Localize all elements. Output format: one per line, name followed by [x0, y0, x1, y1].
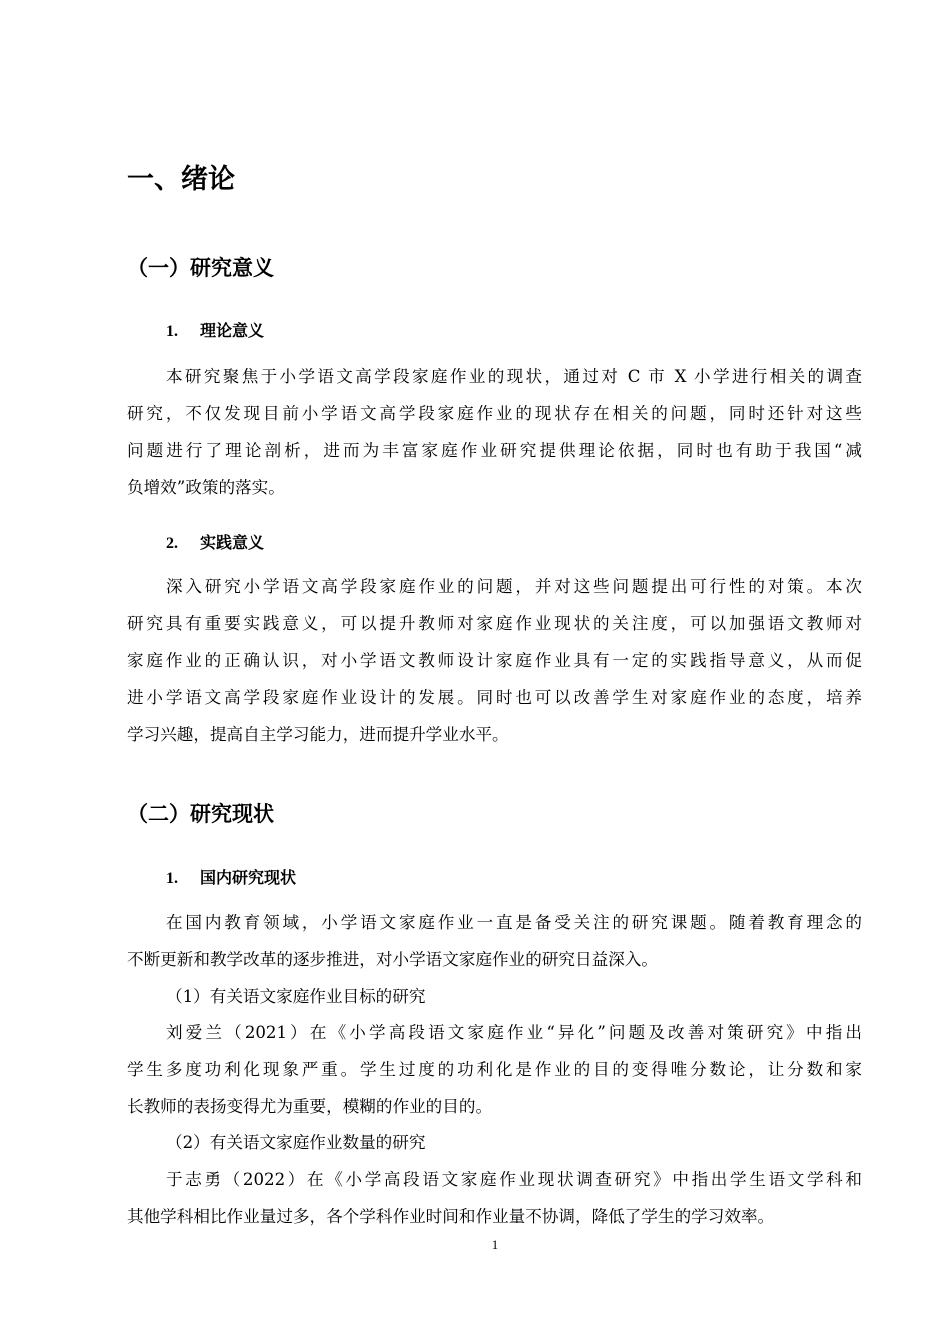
paragraph-practical-significance — [127, 568, 862, 753]
section-title-research-status: （二）研究现状 — [127, 802, 274, 826]
item-heading-homework-quantity: （2）有关语文家庭作业数量的研究 — [166, 1133, 426, 1152]
subsection-number: 1. — [166, 323, 178, 340]
subsection-number: 2. — [166, 535, 178, 552]
paragraph-line: 学习兴趣，提高自主学习能力，进而提升学业水平。 — [127, 725, 509, 744]
paragraph-line: 在国内教育领域，小学语文家庭作业一直是备受关注的研究课题。随着教育理念的 — [166, 913, 862, 932]
paragraph-line: 刘爱兰（2021）在《小学高段语文家庭作业“异化”问题及改善对策研究》中指出 — [166, 1023, 862, 1042]
paragraph-line: 研究具有重要实践意义，可以提升教师对家庭作业现状的关注度，可以加强语文教师对 — [127, 614, 862, 633]
subsection-heading-domestic — [166, 866, 296, 891]
paragraph-line: 研究，不仅发现目前小学语文高学段家庭作业的现状存在相关的问题，同时还针对这些 — [127, 404, 862, 423]
paragraph-homework-quantity — [127, 1161, 862, 1235]
paragraph-line: 本研究聚焦于小学语文高学段家庭作业的现状，通过对 C 市 X 小学进行相关的调查 — [166, 367, 862, 386]
paragraph-line: 于志勇（2022）在《小学高段语文家庭作业现状调查研究》中指出学生语文学科和 — [166, 1170, 862, 1189]
subsection-title: 国内研究现状 — [200, 868, 297, 887]
paragraph-homework-goals — [127, 1014, 862, 1125]
paragraph-line: 家庭作业的正确认识，对小学语文教师设计家庭作业具有一定的实践指导意义，从而促 — [127, 651, 862, 670]
item-heading-homework-goals: （1）有关语文家庭作业目标的研究 — [166, 987, 426, 1006]
paragraph-line: 进小学语文高学段家庭作业设计的发展。同时也可以改善学生对家庭作业的态度，培养 — [127, 688, 862, 707]
paragraph-line: 不断更新和教学改革的逐步推进，对小学语文家庭作业的研究日益深入。 — [127, 950, 658, 969]
chapter-title: 一、绪论 — [127, 164, 235, 195]
paragraph-line: 负增效”政策的落实。 — [127, 478, 285, 497]
page-number: 1 — [491, 1237, 499, 1252]
paragraph-line: 学生多度功利化现象严重。学生过度的功利化是作业的目的变得唯分数论，让分数和家 — [127, 1060, 862, 1079]
paragraph-line: 深入研究小学语文高学段家庭作业的问题，并对这些问题提出可行性的对策。本次 — [166, 577, 862, 596]
subsection-number: 1. — [166, 870, 178, 887]
paragraph-line: 其他学科相比作业量过多，各个学科作业时间和作业量不协调，降低了学生的学习效率。 — [127, 1207, 775, 1226]
section-title-research-significance: （一）研究意义 — [127, 256, 274, 280]
subsection-heading-practical — [166, 531, 264, 556]
paragraph-line: 问题进行了理论剖析，进而为丰富家庭作业研究提供理论依据，同时也有助于我国“减 — [127, 441, 862, 460]
paragraph-line: 长教师的表扬变得尤为重要，模糊的作业的目的。 — [127, 1097, 493, 1116]
subsection-title: 实践意义 — [200, 533, 265, 552]
subsection-title: 理论意义 — [200, 321, 265, 340]
paragraph-theoretical-significance — [127, 358, 862, 506]
subsection-heading-theoretical — [166, 319, 264, 344]
paragraph-domestic-intro — [127, 904, 862, 978]
